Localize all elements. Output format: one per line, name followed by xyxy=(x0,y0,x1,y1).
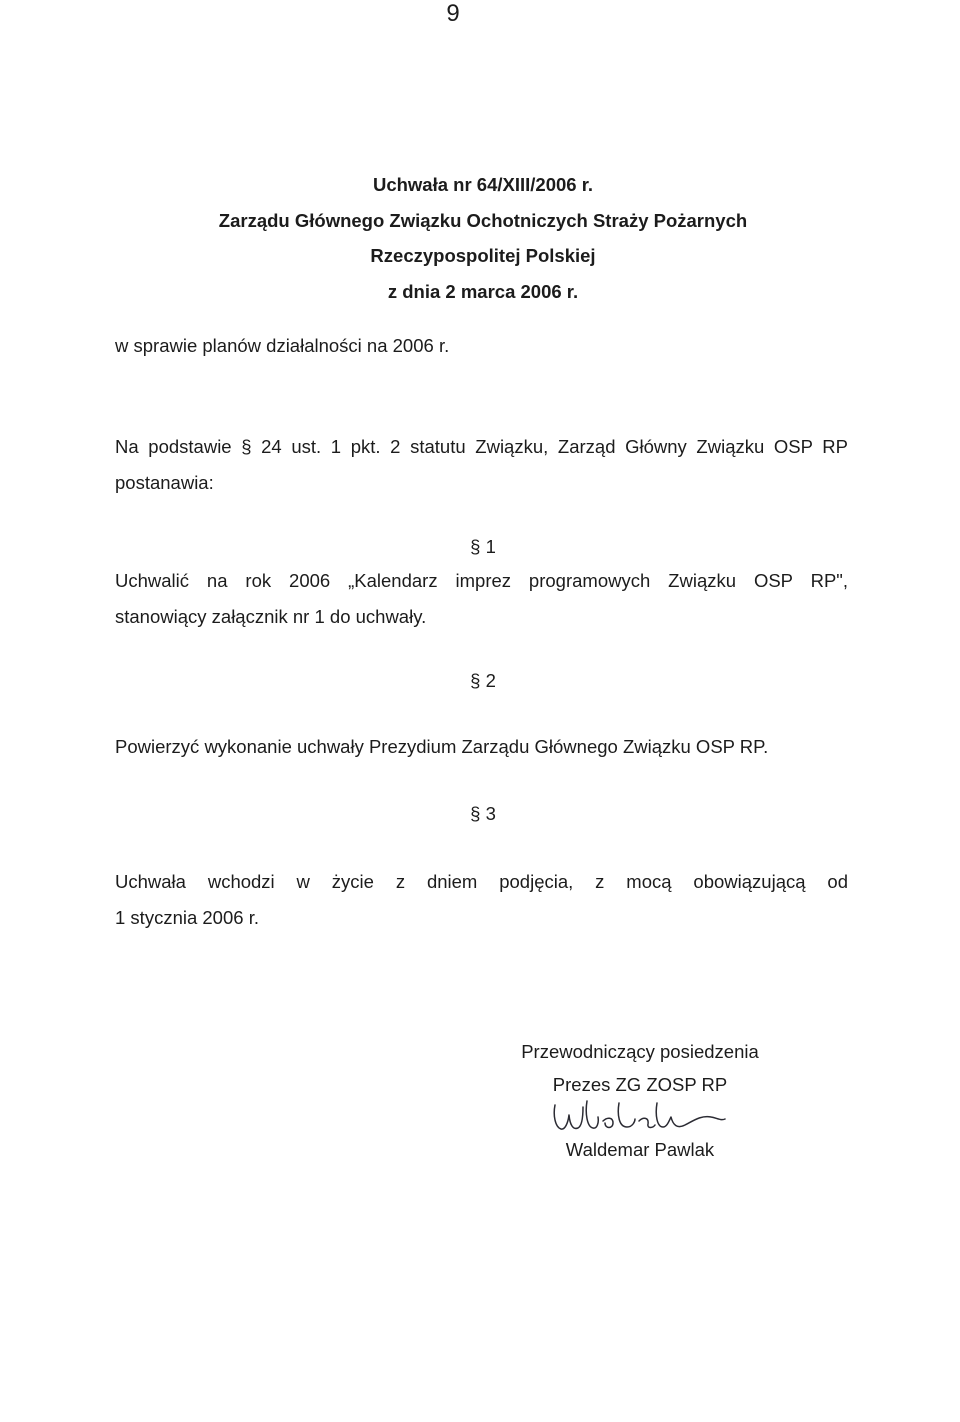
issuing-body-country: Rzeczypospolitej Polskiej xyxy=(370,245,596,266)
section-3-text xyxy=(115,864,848,936)
section-1-text xyxy=(115,563,848,635)
preamble-line: postanawia: xyxy=(115,472,214,493)
preamble-line: Na podstawie § 24 ust. 1 pkt. 2 statutu Związku, Zarząd Główny Związku OSP RP xyxy=(115,436,848,457)
signatory-role: Przewodniczący posiedzenia xyxy=(521,1041,759,1062)
section-3-line: Uchwała wchodzi w życie z dniem podjęcia, z mocą obowiązującą od xyxy=(115,871,848,892)
resolution-header xyxy=(0,167,960,309)
page-number: 9 xyxy=(446,0,460,27)
issuing-body: Zarządu Głównego Związku Ochotniczych Straży Pożarnych xyxy=(218,209,748,231)
section-2-text: Powierzyć wykonanie uchwały Prezydium Zarządu Głównego Związku OSP RP. xyxy=(115,736,769,757)
section-1-line: stanowiący załącznik nr 1 do uchwały. xyxy=(115,606,427,627)
preamble xyxy=(115,429,848,501)
section-1-mark: § 1 xyxy=(470,536,496,557)
section-1-line: Uchwalić na rok 2006 „Kalendarz imprez programowych Związku OSP RP", xyxy=(115,570,848,591)
section-2-mark: § 2 xyxy=(470,670,496,691)
section-3-line: 1 stycznia 2006 r. xyxy=(115,907,259,928)
resolution-number: Uchwała nr 64/XIII/2006 r. xyxy=(372,174,594,195)
signature-block xyxy=(490,1035,790,1166)
section-3-mark: § 3 xyxy=(470,803,496,824)
resolution-subject: w sprawie planów działalności na 2006 r. xyxy=(115,335,450,356)
resolution-date: z dnia 2 marca 2006 r. xyxy=(387,280,579,302)
signatory-name: Waldemar Pawlak xyxy=(565,1139,715,1160)
signatory-title: Prezes ZG ZOSP RP xyxy=(552,1074,728,1095)
handwritten-signature xyxy=(535,1095,745,1135)
